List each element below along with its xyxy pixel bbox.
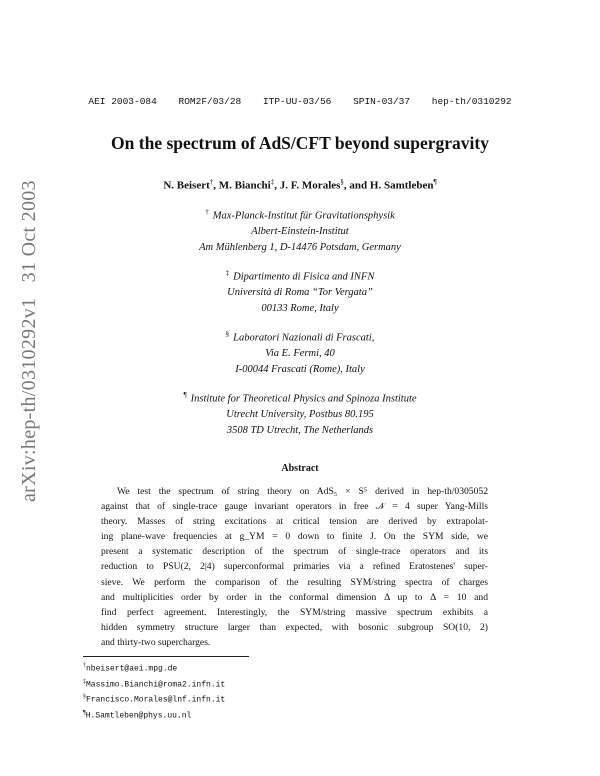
arxiv-date: 31 Oct 2003	[18, 180, 40, 283]
abstract-line: sieve. We perform the comparison of the resulting SYM/string spectra of charges	[101, 576, 488, 588]
abstract-body	[101, 484, 488, 650]
affiliation-block	[0, 205, 600, 255]
report-id: hep-th/0310292	[431, 96, 512, 107]
report-id: ITP-UU-03/56	[262, 96, 332, 107]
author-mark: †	[209, 178, 214, 186]
author-mark: ‡	[270, 178, 275, 186]
affiliation-line: ‡ Dipartimento di Fisica and INFN	[225, 269, 375, 283]
affiliation-line: Albert-Einstein-Institut	[251, 226, 349, 237]
author-name: M. Bianchi	[218, 179, 271, 192]
abstract-line: We test the spectrum of string theory on AdS₅ × S⁵ derived in hep-th/0305052	[117, 486, 488, 497]
affiliation-line: Università di Roma “Tor Vergata”	[227, 287, 373, 298]
author-conjunction: and	[349, 179, 368, 192]
abstract-line: against that of single-trace gauge invariant operators in free 𝒩 = 4 super Yang-Mills	[101, 501, 488, 513]
abstract-line: theory. Masses of string excitations at critical tension are derived by extrapolat-	[101, 516, 488, 528]
author-list: N. Beisert†, M. Bianchi‡, J. F. Morales§, and H. Samtleben¶	[163, 178, 437, 192]
affiliation-line: 00133 Rome, Italy	[261, 302, 339, 314]
author-name: J. F. Morales	[279, 179, 341, 192]
footnote-email[interactable]: †nbeisert@aei.mpg.de	[83, 663, 178, 674]
abstract-line: and multiplicities order by order in the conformal dimension Δ up to Δ = 10 and	[101, 591, 488, 603]
abstract-line: and thirty-two supercharges.	[101, 636, 211, 648]
affiliation-line: I-00044 Frascati (Rome), Italy	[235, 363, 365, 375]
affiliation-mark: §	[225, 330, 230, 338]
footnote-email[interactable]: §Francisco.Morales@lnf.infn.it	[83, 694, 226, 705]
affiliation-mark: ¶	[183, 391, 187, 399]
affiliation-line: Via E. Fermi, 40	[265, 348, 335, 359]
abstract-line: reduction to PSU(2, 2|4) superconformal primaries via a refined Eratostenes' super-	[101, 561, 488, 573]
report-id: AEI 2003-084	[88, 96, 157, 107]
affiliation-line: 3508 TD Utrecht, The Netherlands	[226, 424, 374, 436]
abstract-line: hidden symmetry structure larger than expected, with bosonic subgroup SO(10, 2)	[101, 621, 488, 633]
affiliation-line: ¶ Institute for Theoretical Physics and Spinoza Institute	[183, 391, 417, 405]
author-mark: ¶	[433, 178, 437, 186]
footnotes	[83, 660, 225, 723]
author-name: H. Samtleben	[369, 179, 434, 192]
report-id: ROM2F/03/28	[178, 96, 242, 107]
abstract-line: find perfect agreement. Interestingly, the SYM/string massive spectrum exhibits a	[101, 606, 488, 618]
affiliation-mark: ‡	[225, 269, 230, 277]
arxiv-id: arXiv:hep-th/0310292v1	[18, 297, 40, 502]
affiliation-line: † Max-Planck-Institut für Gravitationsphysik	[205, 208, 395, 222]
affiliation-block	[0, 266, 600, 316]
author-mark: §	[340, 178, 344, 186]
abstract-heading: Abstract	[281, 463, 319, 474]
affiliation-line: Am Mühlenberg 1, D-14476 Potsdam, Germany	[199, 241, 401, 253]
affiliation-block	[0, 388, 600, 438]
author-name: N. Beisert	[163, 179, 210, 192]
affiliation-line: § Laboratori Nazionali di Frascati,	[225, 330, 375, 344]
report-id: SPIN-03/37	[353, 96, 411, 107]
affiliation-block	[0, 327, 600, 377]
footnote-rule	[83, 656, 249, 657]
footnote-email[interactable]: ‡Massimo.Bianchi@roma2.infn.it	[83, 678, 226, 690]
abstract-line: ing plane-wave frequencies at g_YM = 0 down to finite J. On the SYM side, we	[101, 531, 488, 543]
affiliation-line: Utrecht University, Postbus 80.195	[226, 409, 374, 420]
abstract-line: present a systematic description of the spectrum of single-trace operators and its	[101, 546, 488, 558]
report-number-line	[0, 96, 600, 107]
footnote-email[interactable]: ¶H.Samtleben@phys.uu.nl	[83, 709, 192, 721]
paper-title: On the spectrum of AdS/CFT beyond supergravity	[111, 133, 489, 153]
affiliation-mark: †	[205, 208, 209, 216]
